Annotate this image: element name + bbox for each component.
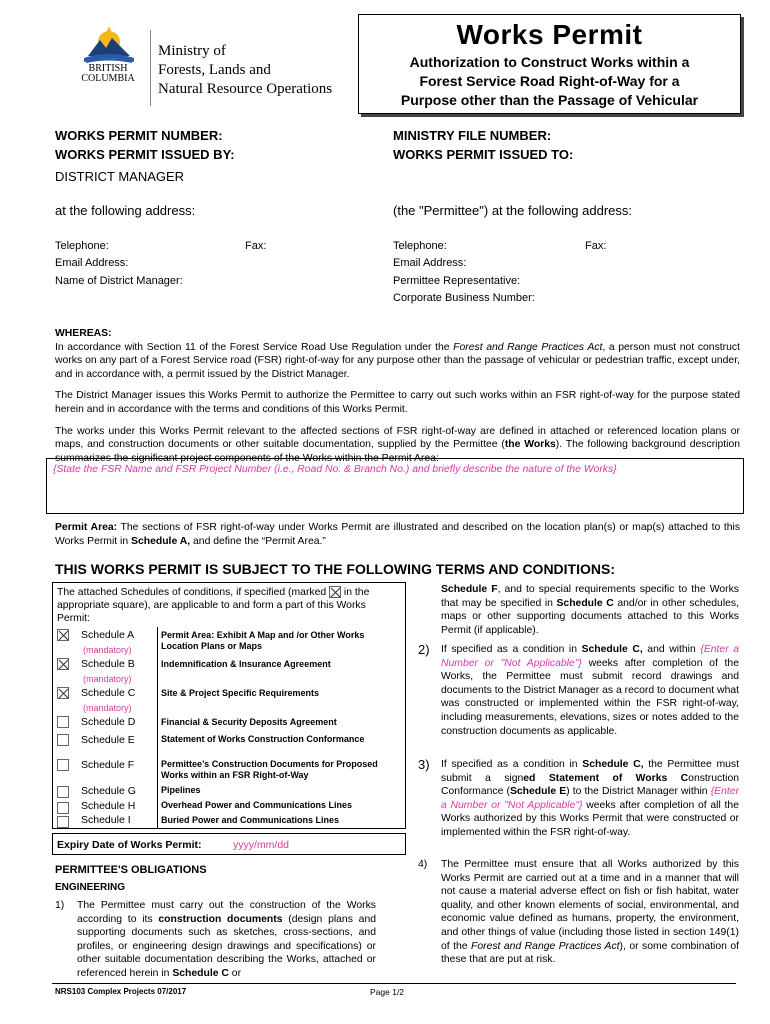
item-2-text: If specified as a condition in Schedule C, and within {Enter a Number or "Not Applicable"} weeks after completion of the Works, the Permittee must submit record drawings and documents to the District Manager as a record to document what was constructed or implemented within the FSR right-of-way, including measurements, elevations, sizes or notes added to the construction documents as applicable. [441,644,740,737]
checked-box-icon [329,586,341,598]
item-4-text: The Permittee must ensure that all Works authorized by this Works Permit are carried out at a time and in a manner that will not cause a material adverse effect on fish or fish habitat, water quality, and other known elements of social, environmental, and economic value defined as humans, property, the environment, and other things of value (including those listed in section 149(1) of the Forest and Range Practices Act), or some combination of these that are put at risk. [441,859,739,966]
schedule-f-desc: Permittee’s Construction Documents for Proposed Works within an FSR Right-of-Way [161,759,378,780]
schedule-c-checkbox[interactable] [57,687,69,699]
item-3-number: 3) [418,757,430,772]
whereas-paragraph-2: The District Manager issues this Works Permit to authorize the Permittee to carry out such works within an FSR right-of-way for the purpose stated herein and in accordance with the terms and conditions of this Works Permit. [55,390,740,415]
item-2-number: 2) [418,642,430,657]
whereas-paragraph-1: In accordance with Section 11 of the Forest Service Road Use Regulation under the Forest and Range Practices Act, a person must not construct works on any part of a Forest Service road (FSR) right-of-way for any purpose other than the passage of vehicular or pedestrian traffic, except under, and in accordance with, a permit issued by the District Manager. [55,341,740,380]
issued-by-label: WORKS PERMIT ISSUED BY: [55,147,235,162]
district-manager-name-label: Name of District Manager: [55,275,183,287]
whereas-heading: WHEREAS: [55,328,112,339]
schedule-a-name: Schedule A [81,629,135,641]
schedule-e-name: Schedule E [81,734,135,746]
email-left-label: Email Address: [55,257,129,269]
schedule-d-name: Schedule D [81,716,136,728]
bc-crest-icon [74,22,144,66]
logo-divider [150,30,151,106]
permit-area-paragraph: Permit Area: The sections of FSR right-of-way under Works Permit are illustrated and described on the location plan(s) or map(s) attached to this Works Permit in Schedule A, and define the “Permit Area.” [55,522,741,547]
title-box [358,14,741,114]
at-address-label: at the following address: [55,203,196,218]
engineering-heading: ENGINEERING [55,882,126,893]
schedule-i-checkbox[interactable] [57,816,69,828]
schedules-divider [157,627,158,829]
schedule-g-desc: Pipelines [161,785,201,795]
corp-number-label: Corporate Business Number: [393,292,535,304]
ministry-logo [70,22,333,112]
fax-right-label: Fax: [585,240,607,252]
schedule-i-desc: Buried Power and Communications Lines [161,815,340,825]
form-id: NRS103 Complex Projects 07/2017 [55,987,187,996]
schedule-g-checkbox[interactable] [57,786,69,798]
schedule-a-mandatory: (mandatory) [83,645,132,655]
schedule-i-name: Schedule I [81,814,131,826]
schedule-c-name: Schedule C [81,687,136,699]
schedule-e-checkbox[interactable] [57,734,69,746]
item-4-number: 4) [418,859,428,870]
schedule-h-checkbox[interactable] [57,802,69,814]
schedules-intro: The attached Schedules of conditions, if specified (marked in the appropriate square), are applicable to and form a part of this Works Permit: [57,587,370,624]
whereas-paragraph-3: The works under this Works Permit relevant to the affected sections of FSR right-of-way are defined in attached or referenced location plans or maps, and construction documents or other suitable documentation, supplied by the Permittee (the Works). The following background description summarizes the significant project components of the Works within the Permit Area: [55,425,740,464]
schedule-d-desc: Financial & Security Deposits Agreement [161,717,337,727]
schedule-g-name: Schedule G [81,785,136,797]
schedules-box [52,582,406,829]
schedule-b-desc: Indemnification & Insurance Agreement [161,659,331,669]
schedule-b-mandatory: (mandatory) [83,674,132,684]
whereas-section [55,327,740,465]
page-number: Page 1/2 [370,987,405,997]
permittee-address-label: (the "Permittee") at the following address: [393,203,633,218]
schedule-a-desc: Permit Area: Exhibit A Map and /or Other Works Location Plans or Maps [161,630,365,651]
item-3-weeks-field[interactable]: {Enter a Number or "Not Applicable"} [441,786,739,811]
schedule-a-checkbox[interactable] [57,629,69,641]
terms-heading: THIS WORKS PERMIT IS SUBJECT TO THE FOLLOWING TERMS AND CONDITIONS: [55,561,615,577]
district-manager-label: DISTRICT MANAGER [55,169,185,184]
expiry-date-field[interactable]: yyyy/mm/dd [233,839,290,851]
item-1-continued: Schedule F, and to special requirements specific to the Works that may be specified in Schedule C and/or in other schedules, maps or other supporting documents attached to this Works Permit (if applicable). [441,584,739,636]
permittee-rep-label: Permittee Representative: [393,275,521,287]
permit-number-label: WORKS PERMIT NUMBER: [55,128,223,143]
fax-left-label: Fax: [245,240,267,252]
works-description-field[interactable] [46,458,744,514]
item-1-number: 1) [55,900,65,911]
schedule-b-checkbox[interactable] [57,658,69,670]
expiry-label: Expiry Date of Works Permit: [57,839,202,851]
schedule-c-mandatory: (mandatory) [83,703,132,713]
schedule-f-name: Schedule F [81,759,135,771]
issued-to-label: WORKS PERMIT ISSUED TO: [393,147,574,162]
schedule-b-name: Schedule B [81,658,135,670]
item-2-weeks-field[interactable]: {Enter a Number or "Not Applicable"} [441,644,739,669]
item-3-text: If specified as a condition in Schedule C, the Permittee must submit a signed Statement of Works Construction Conformance (Schedule E) to the District Manager within {Enter a Number or "Not Applicable"} weeks after completion of all the Works authorized by this Works Permit that were constructed or implemented within the FSR right-of-way. [441,759,739,838]
schedule-d-checkbox[interactable] [57,716,69,728]
expiry-box [52,833,406,855]
telephone-right-label: Telephone: [393,240,447,252]
schedule-h-name: Schedule H [81,800,136,812]
schedule-f-checkbox[interactable] [57,759,69,771]
schedule-h-desc: Overhead Power and Communications Lines [161,800,353,810]
email-right-label: Email Address: [393,257,467,269]
ministry-name: Ministry of Forests, Lands and Natural Resource Operations [158,43,333,97]
obligations-heading: PERMITTEE'S OBLIGATIONS [55,864,207,876]
page-title: Works Permit [456,19,643,50]
bc-wordmark: BRITISH COLUMBIA [81,63,135,84]
works-description-placeholder: {State the FSR Name and FSR Project Number (i.e., Road No. & Branch No.) and briefly describe the nature of the Works} [53,464,617,475]
ministry-file-label: MINISTRY FILE NUMBER: [393,128,552,143]
footer-divider [52,983,736,984]
page-subtitle: Authorization to Construct Works within a Forest Service Road Right-of-Way for a Purpose other than the Passage of Vehicular [400,54,699,108]
schedule-e-desc: Statement of Works Construction Conformance [161,734,365,744]
item-1-text: The Permittee must carry out the construction of the Works according to its construction documents (design plans and supporting documents such as sketches, cross-sections, and profiles, or engineering design drawings and specifications) or other suitable documentation describing the Works, attached or referenced herein in Schedule C or [77,900,376,979]
telephone-left-label: Telephone: [55,240,109,252]
schedule-c-desc: Site & Project Specific Requirements [161,688,320,698]
